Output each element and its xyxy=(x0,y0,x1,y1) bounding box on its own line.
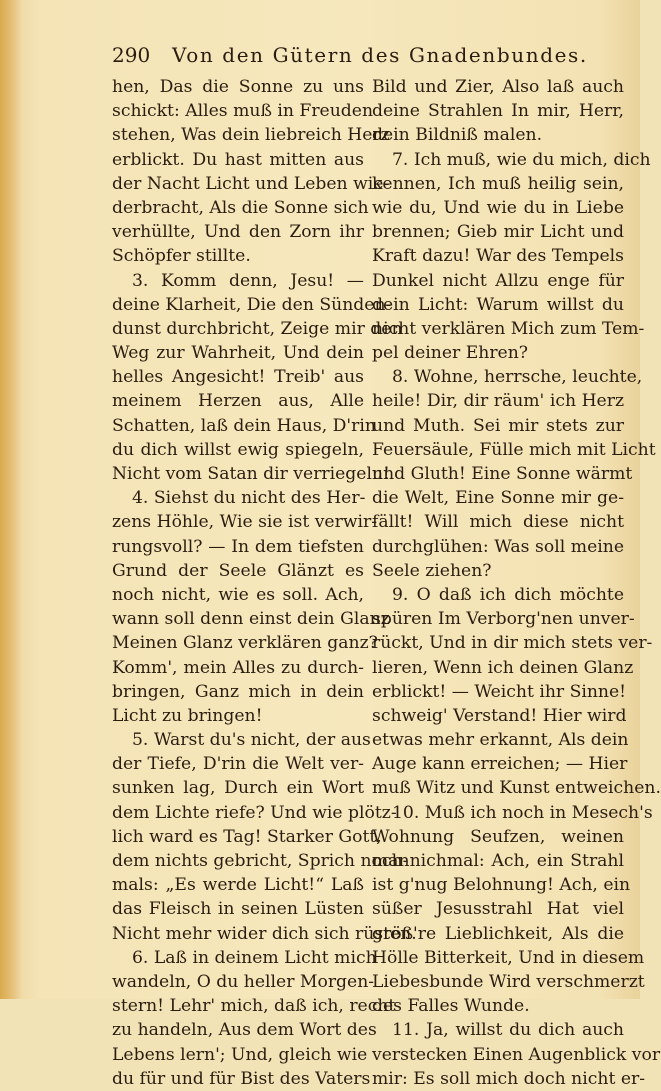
text-line: hen, Das die Sonne zu uns xyxy=(112,77,364,97)
text-line: größ're Lieblichkeit, Als die xyxy=(372,923,624,944)
text-line: dein Bildniß malen. xyxy=(372,125,543,146)
text-line: Komm', mein Alles zu durch- xyxy=(112,657,364,678)
text-line: Weg zur Wahrheit, Und dein xyxy=(112,343,364,364)
text-line: wandeln, O du heller Morgen- xyxy=(112,971,375,992)
text-line: lieren, Wenn ich deinen Glanz xyxy=(372,657,634,678)
text-line: das Fleisch in seinen Lüsten xyxy=(112,899,364,920)
text-line: verstecken Einen Augenblick vor xyxy=(372,1044,661,1065)
text-line: lich ward es Tag! Starker Gott, xyxy=(112,826,382,847)
text-line: dem Lichte riefe? Und wie plötz- xyxy=(112,802,397,823)
text-line: Kraft dazu! War des Tempels xyxy=(372,246,624,267)
text-line: mals: „Es werde Licht!“ Laß xyxy=(112,875,364,896)
text-line: mir: Es soll mich doch nicht er- xyxy=(372,1068,646,1089)
text-line: des Falles Wunde. xyxy=(372,996,530,1017)
text-line: Seele ziehen? xyxy=(372,560,492,581)
text-line: Meinen Glanz verklären ganz? xyxy=(112,633,378,654)
text-line: 9. O daß ich dich möchte xyxy=(392,584,624,605)
text-line: 11. Ja, willst du dich auch xyxy=(392,1020,624,1041)
text-line: Nicht vom Satan dir verriegeln! xyxy=(112,464,390,484)
text-line: stehen, Was dein liebreich Herz xyxy=(112,125,390,146)
text-line: 4. Siehst du nicht des Her- xyxy=(132,488,366,509)
text-line: etwas mehr erkannt, Als dein xyxy=(372,730,629,751)
right-text-column xyxy=(372,75,661,1091)
running-title: Von den Gütern des Gnadenbundes. xyxy=(172,43,588,67)
text-line: erblickt. Du hast mitten aus xyxy=(112,149,364,170)
text-line: Wohnung Seufzen, weinen xyxy=(372,826,624,847)
text-line: du dich willst ewig spiegeln, xyxy=(112,439,364,460)
text-line: Schöpfer stillte. xyxy=(112,246,251,267)
text-line: sunken lag, Durch ein Wort xyxy=(112,778,364,799)
text-line: derbracht, Als die Sonne sich xyxy=(112,197,369,218)
text-line: meinem Herzen aus, Alle xyxy=(112,391,364,412)
text-line: und Gluth! Eine Sonne wärmt xyxy=(372,464,633,484)
text-line: dem nichts gebricht, Sprich noch- xyxy=(112,851,409,871)
text-line: verhüllte, Und den Zorn ihr xyxy=(112,222,364,243)
text-line: Feuersäule, Fülle mich mit Licht xyxy=(372,439,656,460)
text-line: rückt, Und in dir mich stets ver- xyxy=(372,633,653,654)
text-line: Auge kann erreichen; — Hier xyxy=(372,754,628,775)
text-line: 8. Wohne, herrsche, leuchte, xyxy=(392,367,643,388)
text-line: der Nacht Licht und Leben wie- xyxy=(112,173,390,194)
text-line: stern! Lehr' mich, daß ich, recht xyxy=(112,996,396,1017)
text-line: wann soll denn einst dein Glanz xyxy=(112,609,390,630)
text-line: du für und für Bist des Vaters xyxy=(112,1068,371,1089)
text-line: rungsvoll? — In dem tiefsten xyxy=(112,536,364,557)
text-line: zens Höhle, Wie sie ist verwir- xyxy=(112,512,378,533)
text-line: dein Licht: Warum willst du xyxy=(372,294,624,315)
text-line: kennen, Ich muß heilig sein, xyxy=(372,173,624,194)
text-line: spüren Im Verborg'nen unver- xyxy=(372,609,635,630)
text-line: pel deiner Ehren? xyxy=(372,343,529,364)
text-line: muß Witz und Kunst entweichen. xyxy=(372,778,661,799)
text-line: 3. Komm denn, Jesu! — xyxy=(132,270,364,291)
text-line: fällt! Will mich diese nicht xyxy=(372,512,624,533)
page-number: 290 xyxy=(112,43,151,67)
text-line: erblickt! — Weicht ihr Sinne! xyxy=(372,681,627,702)
text-line: zu handeln, Aus dem Wort des xyxy=(112,1020,377,1041)
text-line: schickt: Alles muß in Freuden xyxy=(112,101,374,122)
text-line: 6. Laß in deinem Licht mich xyxy=(132,947,377,968)
text-line: Schatten, laß dein Haus, D'rin xyxy=(112,415,376,436)
text-line: Bild und Zier, Also laß auch xyxy=(372,77,624,97)
page-header xyxy=(112,40,612,70)
text-line: Dunkel nicht Allzu enge für xyxy=(372,270,624,291)
text-line: wie du, Und wie du in Liebe xyxy=(372,197,624,218)
text-line: bringen, Ganz mich in dein xyxy=(112,681,364,702)
text-line: schweig' Verstand! Hier wird xyxy=(372,705,627,726)
text-line: helles Angesicht! Treib' aus xyxy=(112,367,364,388)
text-line: deine Klarheit, Die den Sünden- xyxy=(112,294,392,315)
text-line: Nicht mehr wider dich sich rüsten. xyxy=(112,923,417,944)
text-line: 5. Warst du's nicht, der aus xyxy=(132,730,371,751)
text-line: Lebens lern'; Und, gleich wie xyxy=(112,1044,368,1065)
text-line: Grund der Seele Glänzt es xyxy=(112,560,364,581)
text-line: brennen; Gieb mir Licht und xyxy=(372,222,624,243)
text-line: süßer Jesusstrahl Hat viel xyxy=(372,899,624,920)
text-line: 7. Ich muß, wie du mich, dich xyxy=(392,149,651,170)
text-line: 10. Muß ich noch in Mesech's xyxy=(392,802,653,823)
text-line: mannichmal: Ach, ein Strahl xyxy=(372,851,624,871)
text-line: dunst durchbricht, Zeige mir den xyxy=(112,318,403,339)
text-line: der Tiefe, D'rin die Welt ver- xyxy=(112,754,364,775)
text-line: und Muth. Sei mir stets zur xyxy=(372,415,624,436)
text-line: die Welt, Eine Sonne mir ge- xyxy=(372,488,624,509)
text-line: Hölle Bitterkeit, Und in diesem xyxy=(372,947,645,968)
left-text-column xyxy=(112,75,417,1091)
text-line: ist g'nug Belohnung! Ach, ein xyxy=(372,875,631,896)
text-line: deine Strahlen In mir, Herr, xyxy=(372,101,624,122)
text-line: Licht zu bringen! xyxy=(112,705,263,726)
text-line: nicht verklären Mich zum Tem- xyxy=(372,318,645,339)
page-edge-shading xyxy=(0,0,22,999)
text-line: noch nicht, wie es soll. Ach, xyxy=(112,584,364,605)
text-line: Liebesbunde Wird verschmerzt xyxy=(372,971,645,992)
text-line: heile! Dir, dir räum' ich Herz xyxy=(372,391,624,412)
text-line: durchglühen: Was soll meine xyxy=(372,536,624,557)
